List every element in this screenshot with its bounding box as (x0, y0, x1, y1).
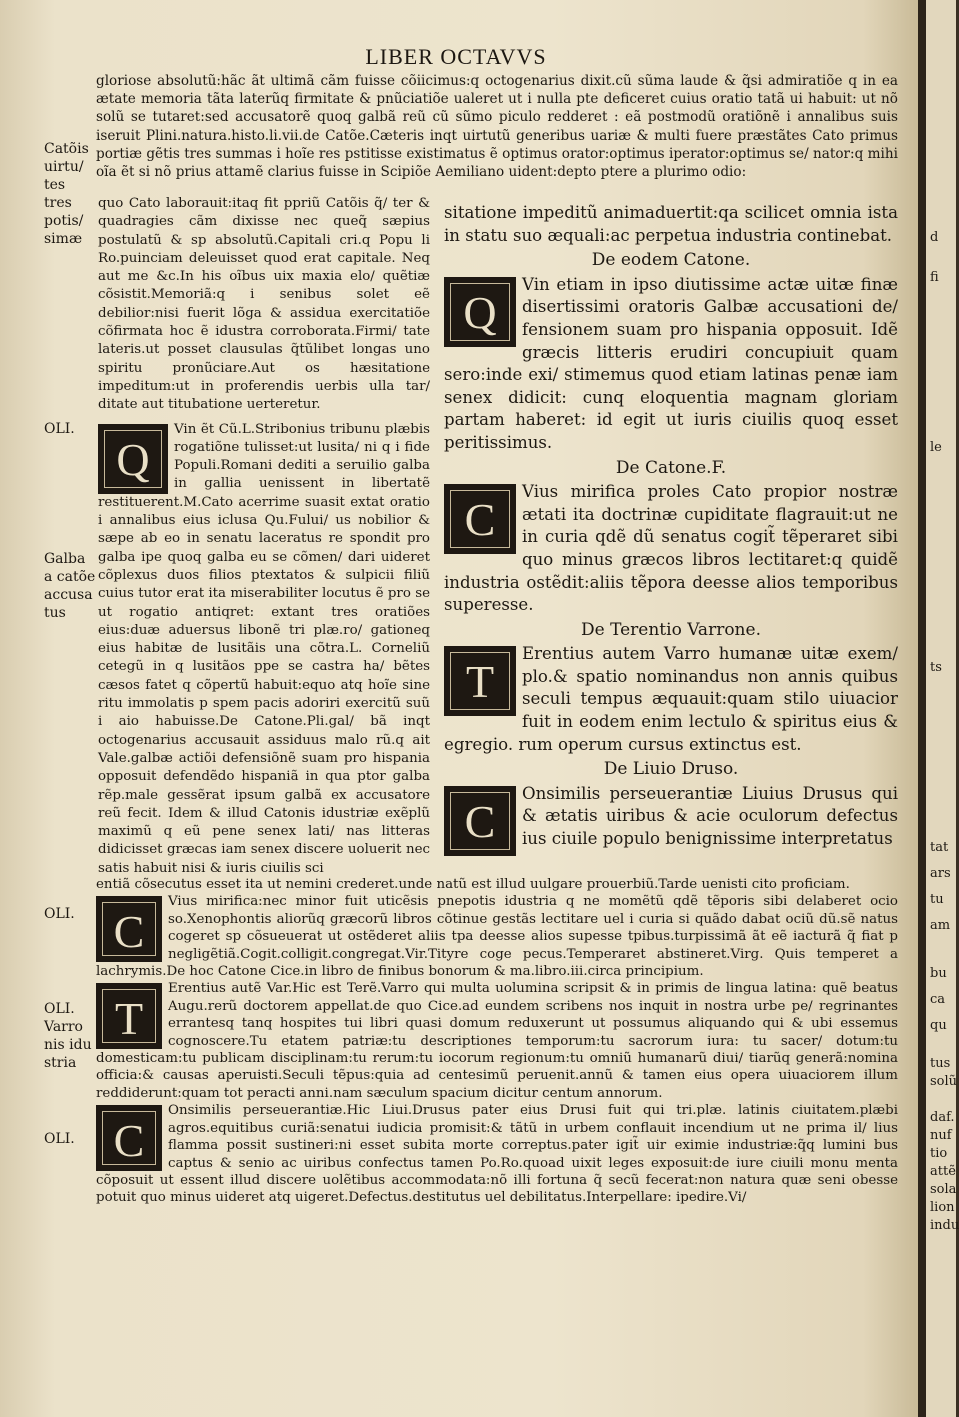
initial-q-left: Q (98, 424, 168, 494)
main-text-column (444, 202, 898, 856)
running-header: LIBER OCTAVVS (365, 44, 547, 69)
facing-fragment: d (930, 230, 939, 245)
book-gutter (918, 0, 926, 1417)
lower-paragraph-consimilis: C Onsimilis perseuerantiæ.Hic Liui.Drusus pater eius Drusi fuit qui tri.plæ. latinis ciuitatem.plæbi agros.equitibus curiã:senatui iudicia promisit:& tãtũ in urbem conflauit incendium ut ne prima il/ lius flamma possit sustineri:ni esset subita morte correptus.pater igit̃ uir eximie industriæ:q̃q lumini bus captus & senio ac uiribus confectus tamen Po.Ro.quoad uixit leges exposuit:de iure ciuili monu menta cõposuit ut essent illud discere uolẽtibus accommodata:nõ illi fortuna q̃ secũ fecerat:non natura quæ seni obesse potuit quo minus uideret atq uigeret.Defectus.destitutus uel debilitatus.Interpellare: ipedire.Vi/ (96, 1103, 898, 1206)
lower-commentary (96, 876, 898, 1207)
initial-c-main-2: C (444, 786, 516, 856)
margin-note-oli-2: OLI. (44, 906, 75, 922)
initial-c-main-1: C (444, 484, 516, 554)
facing-fragment: attẽ (930, 1164, 956, 1179)
top-paragraph: gloriose absolutũ:hãc ãt ultimã cãm fuisse cõiicimus:q octogenarius dixit.cũ sũma laude & q̃si admiratiõe q in ea ætate memoria tãta laterũq firmitate & pnũciatiõe ualeret ut i nulla pte deficeret cuius oratio tatã ui habuit: ut nõ solũ se tutaret:sed accusatorẽ quoq galbã reũ cũ sũmo piculo redderet : eã postmodũ oratiõnẽ i annalibus suis iseruit Plini.natura.histo.li.vii.de Catõe.Cæteris inqt uirtutũ generibus uariæ & multi fuere præstãtes Cato primus portiæ gẽtis tres summas i hoĩe res pstitisse existimatus ẽ optimus orator:optimus iperator:optimus se/ nator:q mihi oĩa ẽt si nõ prius attamẽ clarius fuisse in Scipiõe Aemiliano uident:depto ptere a plurimo odio: (96, 73, 898, 181)
facing-fragment: bu (930, 966, 947, 981)
left-commentary-column (98, 195, 430, 878)
facing-fragment: le (930, 440, 942, 455)
lower-paragraph-terentius: T Erentius autẽ Var.Hic est Terẽ.Varro qui multa uolumina scripsit & in primis de lingua latina: quẽ beatus Augu.rerũ doctorem appellat.de quo Cice.ad eundem scribens nos inquit in nostra urbe pe/ regrinantes errantesq tanq hospites tui libri quasi domum reduxerunt ut possumus aliquando qui & ubi essemus cognoscere.Tu etatem patriæ:tu descriptiones temporum:tu sacrorum iura: tu sacer/ dotum:tu domesticam:tu publicam disciplinam:tu rerum:tu iocorum regionum:tu omniũ humanarũ diui/ tiarũq generã:nomina officia:& causas aperuisti.Seculi tẽpus:quia ad centesimũ peruenit.annũ & tamen eius opera uiuaciorem illum reddiderunt:quam tot peracti anni.nam sæculum spacium dicitur centum annorum. (96, 981, 898, 1101)
facing-fragment: lion (930, 1200, 955, 1215)
section-title-eodem-catone: De eodem Catone. (591, 250, 751, 271)
facing-fragment: fi (930, 270, 939, 285)
facing-fragment: tio (930, 1146, 948, 1161)
lower-paragraph-cuius: C Vius mirifica:nec minor fuit uticẽsis pnepotis idustria q ne momẽtũ qdẽ tẽporis sibi delaberet ocio so.Xenophontis aliorũq græcorũ libros cõtinue gestãs lectitare uel i curia si quãdo dabat ociũ dũ.sẽ natus cogeret sp cõsueuerat ut ostẽderet aliis tpa deesse alios supesse tpibus.turpissimã ãt eẽ iacturã q̃ fiat p negligẽtiã.Cogit.colligit.congregat.Vir.Tityre coge pecus.Temperaret abstineret.Virg. Quis temperet a lachrymis.De hoc Catone Cice.in libro de finibus bonorum & ma.libro.iii.circa principium. (96, 894, 898, 980)
left-paragraph-2 (98, 421, 430, 878)
facing-fragment: solũ (930, 1074, 958, 1089)
section-catone-f: C Vius mirifica proles Cato propior nostræ ætati ita doctrinæ cupiditate flagrauit:ut ne in curia qdẽ dũ senatus cogit̃ tẽperaret sibi quo minus græcos libros lectitaret:q quidẽ industria ostẽdit:aliis tẽpora deesse alios temporibus superesse. (444, 482, 898, 615)
section-liuio-druso: C Onsimilis perseuerantiæ Liuius Drusus qui & ætatis uiribus & acie oculorum defectus ius ciuile populo benignissime interpretatus (444, 783, 898, 851)
section-title-liuio-druso: De Liuio Druso. (603, 759, 739, 780)
section-eodem-catone: Q Vin etiam in ipso diutissime actæ uitæ finæ disertissimi oratoris Galbæ accusationi de/ fensionem suam pro hispania opposuit. Idẽ græcis litteris erudiri concupiuit quam sero:inde exi/ stimemus quod etiam latinas penæ iam senex didicit: cunq eloquentia magnam gloriam partam haberet: id egit ut iuris ciuilis quoq esset peritissimus. (444, 274, 898, 452)
facing-fragment: nuf (930, 1128, 952, 1143)
margin-note-catonis: Catõis uirtu/ tes tres potis/ simæ (44, 141, 89, 247)
margin-note-oli-4: OLI. (44, 1131, 75, 1147)
facing-fragment: tus (930, 1056, 951, 1071)
facing-fragment: sola (930, 1182, 957, 1197)
facing-fragment: daf. (930, 1110, 955, 1125)
initial-q-main: Q (444, 277, 516, 347)
initial-t-lower: T (96, 983, 162, 1049)
initial-t-main: T (444, 646, 516, 716)
facing-fragment: tat (930, 840, 949, 855)
facing-fragment: indu (930, 1218, 959, 1233)
facing-page-edge (926, 0, 959, 1417)
left-paragraph-2-text: Vin ẽt Cũ.L.Stribonius tribunu plæbis rogatiõne tulisset:ut lusita/ ni q i fide Populi.Romani dediti a seruilio galba in gallia uenissent in libertatẽ restituerent.M.Cato acerrime suasit extat oratio i annalibus eius iclusa Qu.Fului/ us nobilior & sæpe ab eo in senatu laceratus re spondit pro galba ipe quoq galba eu se cõmen/ dari uideret cõplexus duos filios ptextatos & sulpicii filiũ cuius tutor erat ita miserabiliter locutus ẽ pro se ut rogatio antiqret: extant tres oratiões eius:duæ aduersus libonẽ tri plæ.ro/ gationeq eius habitæ de lusitãis una cõtra.L. Corneliũ cetegũ in q lusitãos ppe se castra ha/ bẽtes cæsos fatet q cõpertũ habuit:equo atq hoĩe sine ritu immolatis p spem pacis adoriri exercitũ suũ i aio habuisse.De Catone.Pli.gal/ bã inqt octogenarius accusauit assiduus malo rũ.q ait Vale.galbæ actiõi defensiõnẽ suam pro hispania opposuit defendẽdo hispaniã in qua ptor galba rẽp.male gessẽrat ipsum galbã ex accusatore reũ fecit. Idem & illud Catonis idustriæ exẽplũ maximũ q eũ pene senex lati/ nas litteras didicisset græcas iam senex discere uoluerit nec satis habuit nisi & iuris ciuilis sci (98, 421, 430, 876)
facing-fragment: qu (930, 1018, 947, 1033)
facing-fragment: am (930, 918, 951, 933)
section-title-catone-f: De Catone.F. (615, 457, 727, 478)
facing-fragment: ca (930, 992, 946, 1007)
top-commentary (96, 72, 898, 181)
facing-fragment: ts (930, 660, 942, 675)
section-title-varrone: De Terentio Varrone. (581, 619, 761, 640)
initial-c-lower-1: C (96, 896, 162, 962)
facing-fragment: ars (930, 866, 951, 881)
margin-note-oli-varro: OLI. Varro nis idu stria (44, 1001, 92, 1071)
lower-line-1: entiã cõsecutus esset ita ut nemini crederet.unde natũ est illud uulgare prouerbiũ.Tarde uenisti cito proficiam. (96, 877, 850, 892)
main-intro: sitatione impeditũ animaduertit:qa scilicet omnia ista in statu suo æquali:ac perpetua industria continebat. (444, 203, 898, 245)
margin-note-galba: Galba a catõe accusa tus (44, 551, 96, 621)
section-varrone: T Erentius autem Varro humanæ uitæ exem/ plo.& spatio nominandus non annis quibus seculi tempus æquauit:quam stilo uiuacior fuit in eodem enim lectulo & spiritus eius & egregio. rum operum cursus extinctus est. (444, 644, 898, 754)
initial-c-lower-2: C (96, 1105, 162, 1171)
facing-fragment: tu (930, 892, 944, 907)
left-paragraph-1: quo Cato laborauit:itaq fit ppriũ Catõis q̃/ ter & quadragies cãm dixisse nec queq̃ sæpius postulatũ & sp absolutũ.Capitali cri.q Popu li Ro.puinciam deleuisset quod erat capitale. Neq aut me &c.In his oĩbus uix maxia elo/ quẽtiæ cõsistit.Memoriã:q i senibus solet eẽ debilior:nisi fuerit lõga & assidua exercitatiõe cõfirmata hoc ẽ idustra corroborata.Firmi/ tate lateris.ut posset clausulas q̃tũlibet longas uno spiritu pronũciare.Aut os hæsitatione impeditum:ut in proferendis uerbis ulla tar/ ditate aut titubatione uerteretur. (98, 196, 430, 413)
margin-note-oli-1: OLI. (44, 421, 75, 437)
